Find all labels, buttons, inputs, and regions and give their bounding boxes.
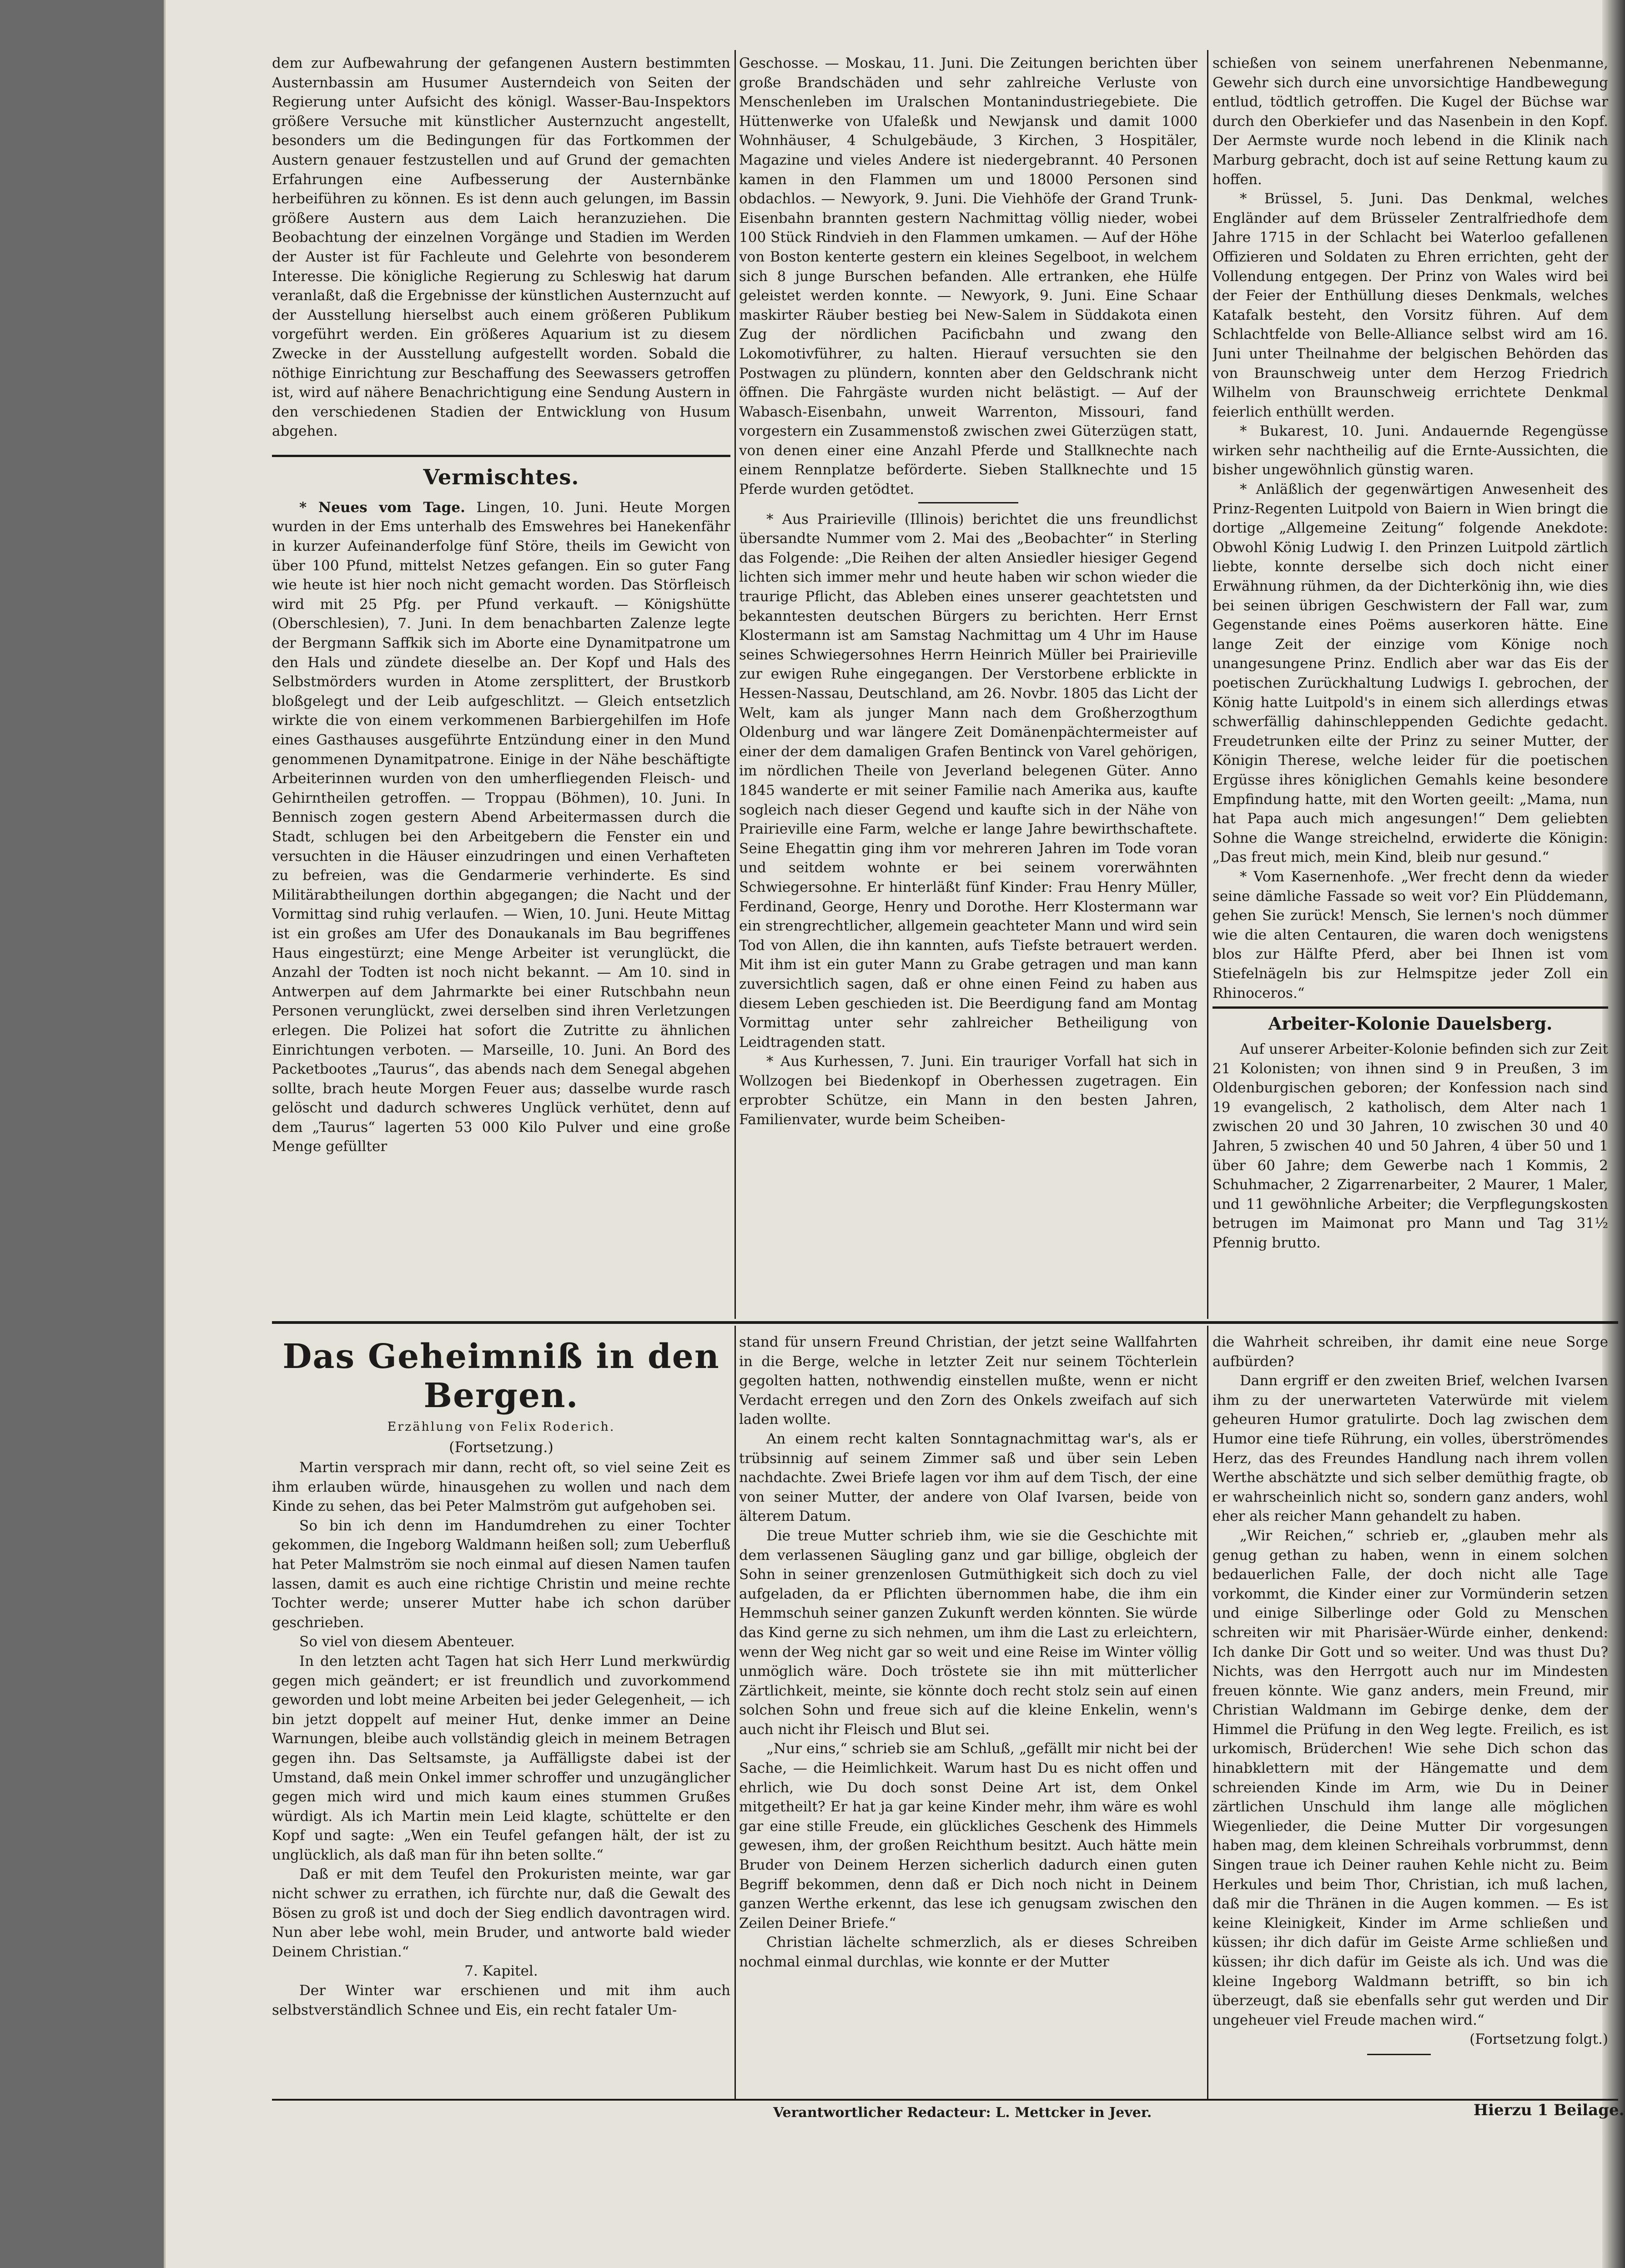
column-rule (1207, 1326, 1208, 2099)
story-paragraph: stand für unsern Freund Christian, der jetzt seine Wallfahrten in die Berge, welche in letzter Zeit nur seinem Töchterlein gegolten hatten, nothwendig einstellen mußte, wenn er nicht Verdacht erregen und den Zorn des Onkels zweifach auf sich laden wollte. (739, 1334, 1197, 1428)
story-paragraph: „Nur eins,“ schrieb sie am Schluß, „gefällt mir nicht bei der Sache, — die Heimlichkeit. Warum hast Du es nicht offen und ehrlich, wie Du doch sonst Deine Art ist, dem Onkel mitgetheilt? Er hat ja gar keine Kinder mehr, ihm wäre es wohl gar eine stille Freude, ein glückliches Geschenk des Himmels gewesen, ihm, der großen Reichthum besitzt. Auch hätte mein Bruder von Deinem Herzen sicherlich dadurch einen guten Begriff bekommen, denn daß er Dich noch nicht in Deinem ganzen Werthe erkennt, das lese ich genugsam zwischen den Zeilen Deiner Briefe.“ (739, 1740, 1197, 1931)
prairieville-article: * Aus Prairieville (Illinois) berichtet die uns freundlichst übersandte Nummer vom 2. Mai des „Beobachter“ in Sterling das Folgende: „Die Reihen der alten Ansiedler hiesiger Gegend lichten sich immer mehr und heute haben wir schon wieder die traurige Pflicht, das Ableben eines unserer geachtetsten und bekanntesten deutschen Bürgers zu berichten. Herr Ernst Klostermann ist am Samstag Nachmittag um 4 Uhr im Hause seines Schwiegersohnes Herrn Heinrich Müller bei Prairieville zur ewigen Ruhe eingegangen. Der Verstorbene erblickte in Hessen-Nassau, Deutschland, am 26. Novbr. 1805 das Licht der Welt, kam als junger Mann nach dem Großherzogthum Oldenburg und war längere Zeit Domänenpächtermeister auf einer der dem damaligen Grafen Bentinck von Varel gehörigen, im nördlichen Theile von Jeverland belegenen Güter. Anno 1845 wanderte er mit seiner Familie nach Amerika aus, kaufte sogleich nach dieser Gegend und kaufte sich in der Nähe von Prairieville eine Farm, welche er lange Jahre bewirthschaftete. Seine Ehegattin ging ihm vor mehreren Jahren im Tode voran und seitdem wohnte er bei seinem vorerwähnten Schwiegersohne. Er hinterläßt fünf Kinder: Frau Henry Müller, Ferdinand, George, Henry und Dorothe. Herr Klostermann war ein strengrechtlicher, allgemein geachteter Mann und wird sein Tod von Allen, die ihn kannten, aufs Tiefste betrauert werden. Mit ihm ist ein guter Mann zu Grabe getragen und man kann zuversichtlich sagen, daß er ohne einen Feind zu haben aus diesem Leben geschieden ist. Die Beerdigung fand am Montag Vormittag unter sehr zahlreicher Betheiligung von Leidtragenden statt. (739, 511, 1197, 1051)
story-paragraph: Christian lächelte schmerzlich, als er dieses Schreiben nochmal einmal durchlas, wie konnte er der Mutter (739, 1934, 1197, 1970)
story-column-1 (272, 1333, 730, 2097)
austern-article: dem zur Aufbewahrung der gefangenen Austern bestimmten Austernbassin am Husumer Austerndeich von Seiten der Regierung unter Aufsicht des königl. Wasser-Bau-Inspektors größere Versuche mit künstlicher Austernzucht angestellt, besonders um die Bedingungen für das Fortkommen der Austern genauer festzustellen und auf Grund der gemachten Erfahrungen eine Aufbesserung der Austernbänke herbeiführen zu können. Es ist denn auch gelungen, im Bassin größere Austern aus dem Laich heranzuziehen. Die Beobachtung der einzelnen Vorgänge und Stadien im Werden der Auster ist für Fachleute und Gelehrte von besonderem Interesse. Die königliche Regierung zu Schleswig hat darum veranlaßt, daß die Ergebnisse der künstlichen Austernzucht auf der Ausstellung hierselbst auch einem größeren Publikum vorgeführt werden. Ein größeres Aquarium ist zu diesem Zwecke in der Ausstellung aufgestellt worden. Sobald die nöthige Einrichtung zur Beschaffung des Seewassers getroffen ist, wird auf nähere Benachrichtigung eine Sendung Austern in den verschiedenen Stadien der Entwicklung von Husum abgehen. (272, 55, 730, 440)
luitpold-anecdote: * Anläßlich der gegenwärtigen Anwesenheit des Prinz-Regenten Luitpold von Baiern in Wien bringt die dortige „Allgemeine Zeitung“ folgende Anekdote: Obwohl König Ludwig I. den Prinzen Luitpold zärtlich liebte, konnte derselbe sich doch nicht einer Erwähnung rühmen, da der Dichterkönig ihn, wie dies bei seinen übrigen Geschwistern der Fall war, zum Gegenstande eines Poëms auserkoren hätte. Eine lange Zeit der einzige vom Könige noch unangesungene Prinz. Endlich aber war das Eis der poetischen Zurückhaltung Ludwigs I. gebrochen, der König hatte Luitpold's in einem sich allerdings etwas schwerfällig dahinschleppenden Gedichte gedacht. Freudetrunken eilte der Prinz zu seiner Mutter, der Königin Therese, welche leider für die poetischen Ergüsse ihres königlichen Gemahls keine besondere Empfindung hatte, mit den Worten geeilt: „Mama, nun hat Papa auch mich angesungen!“ Dem geliebten Sohne die Wange streichelnd, erwiderte die Königin: „Das freut mich, mein Kind, bleib nur gesund.“ (1212, 481, 1608, 866)
news-label: * Neues vom Tage. (299, 499, 465, 516)
upper-column-1 (272, 54, 730, 1327)
short-rule (918, 502, 1018, 503)
kolonie-report: Auf unserer Arbeiter-Kolonie befinden sich zur Zeit 21 Kolonisten; von ihnen sind 9 in Preußen, 3 im Oldenburgischen geboren; der Konfession nach sind 19 evangelisch, 2 katholisch, dem Alter nach 1 zwischen 20 und 30 Jahren, 10 zwischen 30 und 40 Jahren, 5 zwischen 40 und 50 Jahren, 4 über 50 und 1 über 60 Jahre; dem Gewerbe nach 1 Kommis, 2 Schuhmacher, 2 Zigarrenarbeiter, 2 Maurer, 1 Maler, und 11 gewöhnliche Arbeiter; die Verpflegungskosten betrugen im Maimonat pro Mann und Tag 31½ Pfennig brutto. (1212, 1041, 1608, 1252)
story-paragraph: Martin versprach mir dann, recht oft, so viel seine Zeit es ihm erlauben würde, hinausgehen zu wollen und nach dem Kinde zu sehen, das bei Peter Malmström gut aufgehoben sei. (272, 1459, 730, 1515)
chapter-heading: 7. Kapitel. (464, 1963, 538, 1980)
schuetze-article-continued: schießen von seinem unerfahrenen Nebenmanne, Gewehr sich durch eine unvorsichtige Handbewegung entlud, tödtlich getroffen. Die Kugel der Büchse war durch den Oberkiefer und das Nasenbein in den Kopf. Der Aermste wurde noch lebend in die Klinik nach Marburg gebracht, doch ist auf seine Rettung kaum zu hoffen. (1212, 55, 1608, 188)
moskau-newyork-article: Geschosse. — Moskau, 11. Juni. Die Zeitungen berichten über große Brandschäden und sehr zahlreiche Verluste von Menschenleben im Uralschen Montanindustriegebiete. Die Hüttenwerke von Ufaleßk und Newjansk und damit 1000 Wohnhäuser, 4 Schulgebäude, 3 Kirchen, 3 Hospitäler, Magazine und vieles Andere ist niedergebrannt. 40 Personen kamen in den Flammen um und 18000 Personen sind obdachlos. — Newyork, 9. Juni. Die Viehhöfe der Grand Trunk-Eisenbahn brannten gestern Nachmittag völlig nieder, wobei 100 Stück Rindvieh in den Flammen umkamen. — Auf der Höhe von Boston kenterte gestern ein kleines Segelboot, in welchem sich 8 junge Burschen befanden. Alle ertranken, ehe Hülfe geleistet werden konnte. — Newyork, 9. Juni. Eine Schaar maskirter Räuber bestieg bei New-Salem in Süddakota einen Zug der nördlichen Pacificbahn und zwang den Lokomotivführer, zu halten. Hierauf versuchten sie den Postwagen zu plündern, konnten aber den Geldschrank nicht öffnen. Die Fahrgäste wurden nicht belästigt. — Auf der Wabasch-Eisenbahn, unweit Warrenton, Missouri, fand vorgestern ein Zusammenstoß zwischen zwei Güterzügen statt, von denen einer eine Anzahl Pferde und Stallknechte nach einem Rennplatze beförderte. Sieben Stallknechte und 15 Pferde wurden getödtet. (739, 55, 1197, 498)
feuilleton-divider (272, 1321, 1618, 1324)
supplement-note: Hierzu 1 Beilage. (1474, 2101, 1625, 2119)
story-paragraph: die Wahrheit schreiben, ihr damit eine neue Sorge aufbürden? (1212, 1334, 1608, 1370)
story-byline: Erzählung von Felix Roderich. (387, 1420, 615, 1434)
story-paragraph: „Wir Reichen,“ schrieb er, „glauben mehr als genug gethan zu haben, wenn in einem solchen bedauerlichen Falle, der doch nicht alle Tage vorkommt, die Kinder einer zur Vormünderin setzen und einige Silberlinge oder Gold zu Menschen schreiten wir mit Pharisäer-Würde einher, denkend: Ich danke Dir Gott und so weiter. Und was thust Du? Nichts, was den Herrgott auch nur im Mindesten freuen könnte. Wie ganz anders, mein Freund, mir Christian Waldmann im Gebirge denke, dem der Himmel die Prüfung in den Weg legte. Freilich, es ist urkomisch, Brüderchen! Wie sehe Dich schon das hinabklettern mit der Hängematte und dem schreienden Kinde im Arm, wie Du in Deiner zärtlichen Unschuld ihm lange alle möglichen Wiegenlieder, die Deine Mutter Dir vorgesungen haben mag, dem kleinen Schreihals vorbrummst, denn Singen traue ich Deiner rauhen Kehle nicht zu. Beim Herkules und beim Thor, Christian, ich muß lachen, daß mir die Thränen in die Augen kommen. — Es ist keine Kleinigkeit, Kinder im Arme schließen und küssen; ihr dich dafür im Geiste Arme schließen und küssen; ihr dich dafür im Geiste als ich. Und was die kleine Ingeborg Waldmann betrifft, so bin ich überzeugt, daß sie ebenfalls sehr gut werden und Dir ungeheuer viel Freude machen wird.“ (1212, 1527, 1608, 2028)
kolonie-heading: Arbeiter-Kolonie Dauelsberg. (1268, 1013, 1553, 1034)
continuation-note: (Fortsetzung folgt.) (1469, 2031, 1608, 2048)
upper-column-2 (739, 54, 1197, 1327)
editor-credit: Verantwortlicher Redacteur: L. Mettcker in Jever. (773, 2105, 1152, 2121)
story-column-3 (1212, 1333, 1608, 2097)
story-title: Das Geheimniß in den Bergen. (282, 1337, 720, 1415)
column-rule (735, 1326, 736, 2099)
story-paragraph: Daß er mit dem Teufel den Prokuristen meinte, war gar nicht schwer zu errathen, ich fürchte nur, daß die Gewalt des Bösen zu groß ist und doch der Sieg endlich davontragen wird. Nun aber lebe wohl, mein Bruder, und antworte bald wieder Deinem Christian.“ (272, 1866, 730, 1960)
column-rule (735, 50, 736, 1319)
bukarest-article: * Bukarest, 10. Juni. Andauernde Regengüsse wirken sehr nachtheilig auf die Ernte-Aussichten, die bisher ungewöhnlich günstig waren. (1212, 423, 1608, 478)
kolonie-divider (1212, 1006, 1608, 1009)
vermischtes-heading: Vermischtes. (423, 464, 579, 489)
kurhessen-article: * Aus Kurhessen, 7. Juni. Ein trauriger Vorfall hat sich in Wollzogen bei Biedenkopf in Oberhessen zugetragen. Ein erprobter Schütze, ein Mann in den besten Jahren, Familienvater, wurde beim Scheiben- (739, 1053, 1197, 1128)
story-paragraph: So viel von diesem Abenteuer. (299, 1634, 515, 1650)
kasernenhof-article: * Vom Kasernenhofe. „Wer frecht denn da wieder seine dämliche Fassade so weit vor? Ein Plüddemann, gehen Sie zurück! Mensch, Sie lernen's noch dümmer wie die alten Centauren, die waren doch wenigstens blos zur Hälfte Pferd, aber bei Ihnen ist vom Stiefelnägeln bis zur Helmspitze jeder Zoll ein Rhinoceros.“ (1212, 868, 1608, 1001)
bruessel-article: * Brüssel, 5. Juni. Das Denkmal, welches Engländer auf dem Brüsseler Zentralfriedhofe dem Jahre 1715 in der Schlacht bei Waterloo gefallenen Offizieren und Soldaten zu Ehren errichten, geht der Vollendung entgegen. Der Prinz von Wales wird bei der Feier der Enthüllung dieses Denkmals, welches Katafalk besteht, den Vorsitz führen. Auf dem Schlachtfelde von Belle-Alliance selbst wird am 16. Juni unter Theilnahme der belgischen Behörden das von Braunschweig unter dem Herzog Friedrich Wilhelm von Braunschweig errichtete Denkmal feierlich enthüllt werden. (1212, 191, 1608, 420)
story-column-2 (739, 1333, 1197, 2097)
story-paragraph: Die treue Mutter schrieb ihm, wie sie die Geschichte mit dem verlassenen Säugling ganz und gar billige, obgleich der Sohn in seiner grenzenlosen Gutmüthigkeit sich doch zu viel aufgeladen, da er Pflichten übernommen habe, die ihm ein Hemmschuh seiner ganzen Zukunft werden könnten. Sie würde das Kind gerne zu sich nehmen, um ihm die Last zu erleichtern, wenn der Weg nicht gar so weit und eine Reise im Winter völlig unmöglich wäre. Doch tröstete sie ihn mit mütterlicher Zärtlichkeit, meinte, sie könnte doch recht stolz sein auf einen solchen Sohn und freue sich auf die kleine Enkelin, wenn's auch nicht ihr Fleisch und Blut sei. (739, 1527, 1197, 1738)
story-paragraph: Der Winter war erschienen und mit ihm auch selbstverständlich Schnee und Eis, ein recht fataler Um- (272, 1982, 730, 2018)
section-divider (272, 455, 730, 457)
column-rule (1207, 50, 1208, 1319)
footer-rule (272, 2099, 1618, 2101)
end-rule (1367, 2054, 1431, 2055)
story-paragraph: In den letzten acht Tagen hat sich Herr Lund merkwürdig gegen mich geändert; er ist freundlich und zuvorkommend geworden und lobt meine Arbeiten bei jeder Gelegenheit, — ich bin jetzt doppelt auf meiner Hut, denke immer an Deine Warnungen, bleibe auch vollständig gleich in meinem Betragen gegen ihn. Das Seltsamste, ja Auffälligste dabei ist der Umstand, daß mein Onkel immer schroffer und unzugänglicher gegen mich wird und mich kaum eines stummen Grußes würdigt. Als ich Martin mein Leid klagte, schüttelte er den Kopf und sagte: „Wen ein Teufel gefangen hält, der ist zu unglücklich, als daß man für ihn beten sollte.“ (272, 1653, 730, 1863)
story-paragraph: An einem recht kalten Sonntagnachmittag war's, als er trübsinnig auf seinem Zimmer saß und über sein Leben nachdachte. Zwei Briefe lagen vor ihm auf dem Tisch, der eine von seiner Mutter, der andere von Olaf Ivarsen, beide von älterem Datum. (739, 1430, 1197, 1525)
news-of-the-day-text: Lingen, 10. Juni. Heute Morgen wurden in der Ems unterhalb des Emswehres bei Hanekenfähr in kurzer Aufeinanderfolge fünf Störe, theils im Gewicht von über 100 Pfund, mittelst Netzes gefangen. Ein so guter Fang wie heute ist hier noch nicht gemacht worden. Das Störfleisch wird mit 25 Pfg. per Pfund verkauft. — Königshütte (Oberschlesien), 7. Juni. In dem benachbarten Zalenze legte der Bergmann Saffkik sich im Aborte eine Dynamitpatrone um den Hals und zündete dieselbe an. Der Kopf und Hals des Selbstmörders wurden in Atome zersplittert, der Brustkorb bloßgelegt und der Leib aufgeschlitzt. — Gleich entsetzlich wirkte die von einem verkommenen Barbiergehilfen im Hofe eines Gasthauses ausgeführte Entzündung einer in den Mund genommenen Dynamitpatrone. Einige in der Nähe beschäftigte Arbeiterinnen wurden von den umherfliegenden Fleisch- und Gehirntheilen getroffen. — Troppau (Böhmen), 10. Juni. In Bennisch zogen gestern Abend Arbeitermassen durch die Stadt, schlugen bei den Arbeitgebern die Fenster ein und versuchten in die Häuser einzudringen und einen Verhafteten zu befreien, was die Gendarmerie verhinderte. Es sind Militärabtheilungen dorthin abgegangen; die Nacht und der Vormittag sind ruhig verlaufen. — Wien, 10. Juni. Heute Mittag ist ein großes am Ufer des Donaukanals im Bau begriffenes Haus eingestürzt; eine Menge Arbeiter ist verunglückt, die Anzahl der Todten ist noch nicht bekannt. — Am 10. sind in Antwerpen auf dem Jahrmarkte bei einer Rutschbahn neun Personen verunglückt, zwei derselben sind ihren Verletzungen erlegen. Die Polizei hat sofort die Zutritte zu ähnlichen Einrichtungen verboten. — Marseille, 10. Juni. An Bord des Packetbootes „Taurus“, das abends nach dem Senegal abgehen sollte, brach heute Morgen Feuer aus; dasselbe wurde rasch gelöscht und dadurch schweres Unglück verhütet, denn auf dem „Taurus“ lagerten 53 000 Kilo Pulver und eine große Menge gefüllter (272, 499, 730, 1155)
story-paragraph: So bin ich denn im Handumdrehen zu einer Tochter gekommen, die Ingeborg Waldmann heißen soll; zum Ueberfluß hat Peter Malmström sie noch einmal auf diesen Namen taufen lassen, damit es auch eine richtige Christin und meine rechte Tochter werde; unserer Mutter habe ich schon darüber geschrieben. (272, 1517, 730, 1631)
story-continued-note: (Fortsetzung.) (449, 1438, 553, 1456)
upper-column-3 (1212, 54, 1608, 1309)
story-paragraph: Dann ergriff er den zweiten Brief, welchen Ivarsen ihm zu der unerwarteten Vaterwürde mit vielem geheuren Humor gratulirte. Doch lag zwischen dem Humor eine tiefe Rührung, ein volles, überströmendes Herz, das des Freundes Handlung nach ihrem vollen Werthe abschätzte und sich selber demüthig fragte, ob er wahrscheinlich nicht so, sondern ganz anders, wohl eher als reicher Mann gehandelt zu haben. (1212, 1373, 1608, 1525)
